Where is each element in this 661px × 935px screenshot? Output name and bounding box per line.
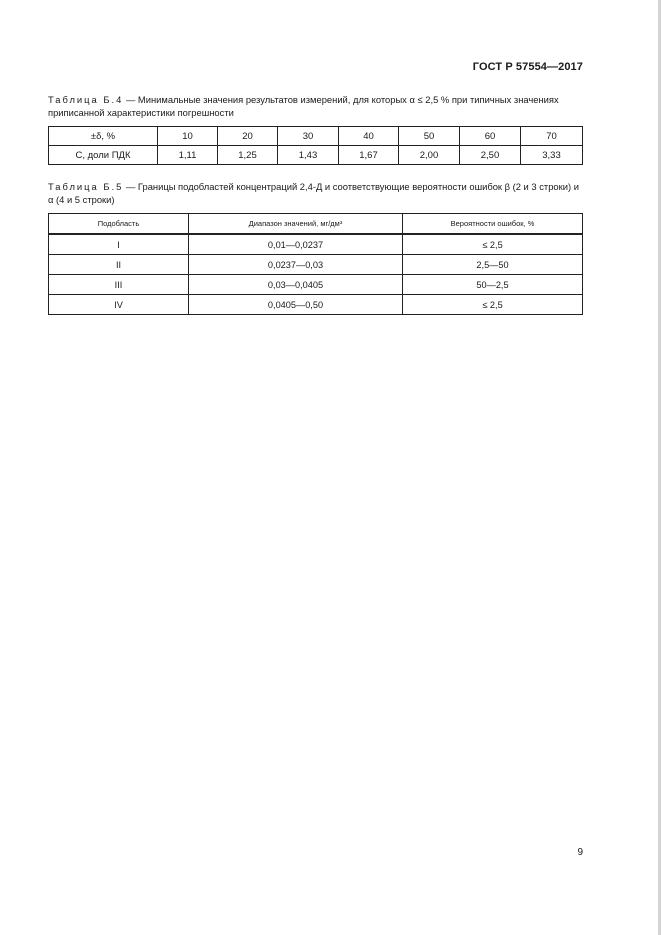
- table-b4-caption-text: — Минимальные значения результатов измерений, для которых α ≤ 2,5 % при типичных значениях приписанной характеристики погрешности: [48, 94, 559, 118]
- table-cell: II: [49, 255, 189, 275]
- table-header-cell: Подобласть: [49, 214, 189, 235]
- table-cell: 0,0405—0,50: [189, 295, 403, 315]
- table-cell: 1,43: [278, 146, 339, 165]
- table-cell: ±δ, %: [49, 127, 158, 146]
- table-cell: IV: [49, 295, 189, 315]
- table-row: [49, 255, 583, 275]
- table-header-cell: Диапазон значений, мг/дм³: [189, 214, 403, 235]
- table-cell: 2,5—50: [403, 255, 583, 275]
- table-cell: ≤ 2,5: [403, 234, 583, 255]
- table-cell: 50—2,5: [403, 275, 583, 295]
- table-cell: 2,50: [460, 146, 521, 165]
- table-cell: 0,0237—0,03: [189, 255, 403, 275]
- table-cell: 2,00: [399, 146, 460, 165]
- table-cell: 40: [339, 127, 399, 146]
- table-b4: [48, 126, 583, 165]
- table-cell: 30: [278, 127, 339, 146]
- page-number: 9: [577, 847, 583, 858]
- table-b5: [48, 213, 583, 315]
- table-row: [49, 146, 583, 165]
- table-cell: 10: [158, 127, 218, 146]
- document-code: ГОСТ Р 57554—2017: [472, 61, 583, 73]
- table-cell: C, доли ПДК: [49, 146, 158, 165]
- table-header-cell: Вероятности ошибок, %: [403, 214, 583, 235]
- table-cell: 50: [399, 127, 460, 146]
- table-cell: III: [49, 275, 189, 295]
- table-row: [49, 127, 583, 146]
- table-row: [49, 234, 583, 255]
- table-b4-caption: [48, 94, 583, 119]
- table-cell: 0,03—0,0405: [189, 275, 403, 295]
- table-cell: I: [49, 234, 189, 255]
- table-b5-caption: [48, 181, 583, 206]
- table-cell: 1,11: [158, 146, 218, 165]
- table-cell: 3,33: [521, 146, 583, 165]
- table-cell: ≤ 2,5: [403, 295, 583, 315]
- table-cell: 60: [460, 127, 521, 146]
- table-cell: 1,67: [339, 146, 399, 165]
- table-cell: 20: [218, 127, 278, 146]
- table-row: [49, 295, 583, 315]
- table-header-row: [49, 214, 583, 235]
- table-b4-caption-prefix: Таблица Б.4: [48, 94, 124, 105]
- table-cell: 1,25: [218, 146, 278, 165]
- table-cell: 0,01—0,0237: [189, 234, 403, 255]
- table-row: [49, 275, 583, 295]
- table-b5-caption-text: — Границы подобластей концентраций 2,4-Д и соответствующие вероятности ошибок β (2 и 3 строки) и α (4 и 5 строки): [48, 181, 579, 205]
- table-b5-caption-prefix: Таблица Б.5: [48, 181, 124, 192]
- table-cell: 70: [521, 127, 583, 146]
